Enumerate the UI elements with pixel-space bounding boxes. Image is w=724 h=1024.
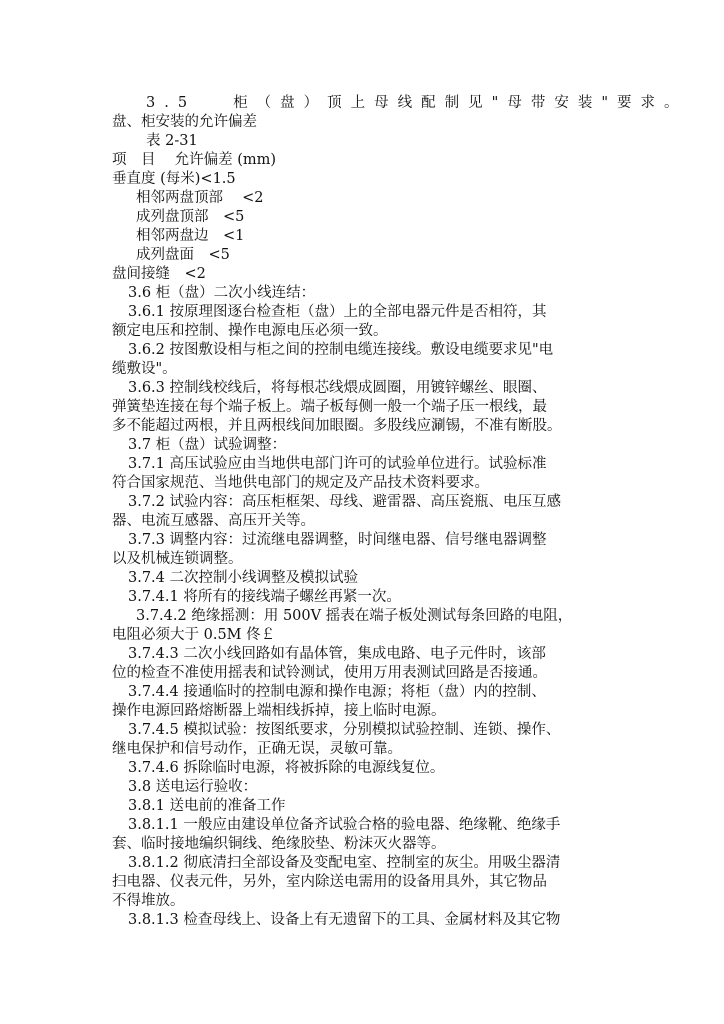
text-line-39: 3.8.1.1 一般应由建设单位备齐试验合格的验电器、绝缘靴、绝缘手 xyxy=(128,817,561,833)
text-line-36: 3.7.4.6 拆除临时电源，将被拆除的电源线复位。 xyxy=(128,760,445,776)
text-line-8: 相邻两盘边 <1 xyxy=(136,228,245,244)
text-line-22: 3.7.2 试验内容：高压柜框架、母线、避雷器、高压瓷瓶、电压互感 xyxy=(128,494,562,510)
text-line-20: 3.7.1 高压试验应由当地供电部门许可的试验单位进行。试验标准 xyxy=(128,456,547,472)
text-line-29: 电阻必须大于 0.5M 佟￡ xyxy=(112,627,276,643)
text-line-32: 3.7.4.4 接通临时的控制电源和操作电源；将柜（盘）内的控制、 xyxy=(128,684,546,700)
text-line-7: 成列盘顶部 <5 xyxy=(136,209,245,225)
text-line-31: 位的检查不准使用摇表和试铃测试，使用万用表测试回路是否接通。 xyxy=(112,665,547,681)
text-line-44: 3.8.1.3 检查母线上、设备上有无遗留下的工具、金属材料及其它物 xyxy=(128,912,561,928)
text-line-23: 器、电流互感器、高压开关等。 xyxy=(112,513,315,529)
text-line-14: 3.6.2 按图敷设相与柜之间的控制电缆连接线。敷设电缆要求见"电 xyxy=(128,342,554,358)
text-line-4: 项 目 允许偏差 (mm) xyxy=(112,152,277,168)
text-line-16: 3.6.3 控制线校线后，将每根芯线煨成圆圈，用镀锌螺丝、眼圈、 xyxy=(128,380,547,396)
text-line-25: 以及机械连锁调整。 xyxy=(112,551,243,567)
text-line-2: 盘、柜安装的允许偏差 xyxy=(112,114,257,130)
text-line-18: 多不能超过两根，并且两根线间加眼圈。多股线应涮锡，不准有断股。 xyxy=(112,418,562,434)
text-line-3: 表 2-31 xyxy=(146,133,198,149)
text-line-5: 垂直度 (每米)<1.5 xyxy=(112,171,236,187)
text-line-24: 3.7.3 调整内容：过流继电器调整，时间继电器、信号继电器调整 xyxy=(128,532,547,548)
text-line-28: 3.7.4.2 绝缘摇测：用 500V 摇表在端子板处测试每条回路的电阻， xyxy=(136,608,573,624)
text-line-15: 缆敷设"。 xyxy=(112,361,177,377)
text-line-13: 额定电压和控制、操作电源电压必须一致。 xyxy=(112,323,388,339)
text-line-42: 扫电器、仪表元件，另外，室内除送电需用的设备用具外，其它物品 xyxy=(112,874,547,890)
text-line-33: 操作电源回路熔断器上端相线拆掉，接上临时电源。 xyxy=(112,703,446,719)
text-line-35: 继电保护和信号动作，正确无误，灵敏可靠。 xyxy=(112,741,402,757)
text-line-41: 3.8.1.2 彻底清扫全部设备及变配电室、控制室的灰尘。用吸尘器清 xyxy=(128,855,561,871)
text-line-43: 不得堆放。 xyxy=(112,893,185,909)
text-line-12: 3.6.1 按原理图逐台检查柜（盘）上的全部电器元件是否相符，其 xyxy=(128,304,547,320)
text-line-19: 3.7 柜（盘）试验调整： xyxy=(128,437,287,453)
text-line-10: 盘间接缝 <2 xyxy=(112,266,206,282)
text-line-11: 3.6 柜（盘）二次小线连结： xyxy=(128,285,316,301)
text-line-21: 符合国家规范、当地供电部门的规定及产品技术资料要求。 xyxy=(112,475,489,491)
text-line-38: 3.8.1 送电前的准备工作 xyxy=(128,798,286,814)
text-line-34: 3.7.4.5 模拟试验：按图纸要求，分别模拟试验控制、连锁、操作、 xyxy=(128,722,561,738)
text-line-40: 套、临时接地编织铜线、绝缘胶垫、粉沫灭火器等。 xyxy=(112,836,446,852)
text-line-9: 成列盘面 <5 xyxy=(136,247,230,263)
text-line-37: 3.8 送电运行验收： xyxy=(128,779,258,795)
text-line-26: 3.7.4 二次控制小线调整及模拟试验 xyxy=(128,570,359,586)
text-line-1: 3.5 柜（盘）顶上母线配制见"母带安装"要求。 xyxy=(146,95,688,111)
text-line-30: 3.7.4.3 二次小线回路如有晶体管，集成电路、电子元件时，该部 xyxy=(128,646,546,662)
text-line-27: 3.7.4.1 将所有的接线端子螺丝再紧一次。 xyxy=(128,589,401,605)
text-line-17: 弹簧垫连接在每个端子板上。端子板每侧一般一个端子压一根线，最 xyxy=(112,399,547,415)
text-line-6: 相邻两盘顶部 <2 xyxy=(136,190,264,206)
